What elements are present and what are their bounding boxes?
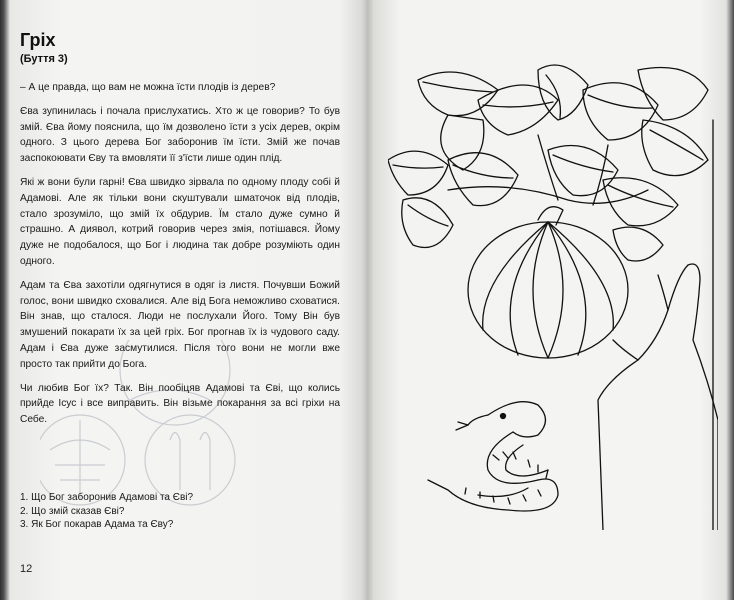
left-page	[0, 0, 366, 600]
paragraph: Адам та Єва захотіли одягнутися в одяг із листя. Почувши Божий голос, вони швидко сховалися. Але від Бога неможливо сховатися. Він знав, що сталося. Люди не послухали Його. Тому Він був змушений покарати їх за цей гріх. Бог прогнав їх із чудового саду. Адам і Єва дуже засмутилися. Після того вони не могли вже просто так прийти до Бога.	[20, 279, 340, 370]
paragraph: – А це правда, що вам не можна їсти плодів із дерев?	[20, 82, 276, 93]
leaf-icon	[448, 153, 518, 206]
scripture-reference: (Буття 3)	[20, 53, 68, 65]
leaf-icon	[418, 72, 498, 116]
paragraph: Єва зупинилась і почала прислухатись. Хто ж це говорив? То був змій. Єва йому пояснила, що їм дозволено їсти з усіх дерев, окрім одного. З цього дерева Бог заборонив їм їсти. Змій же почав заспокоювати Єву та вмовляти її з'їсти лише один плід.	[20, 105, 340, 165]
question-item: 2. Що змій сказав Єві?	[20, 505, 125, 517]
question-list	[20, 491, 340, 532]
leaf-icon	[613, 227, 663, 261]
leaf-icon	[441, 115, 484, 170]
page-title: Гріх	[20, 30, 56, 50]
snake-icon	[428, 402, 558, 511]
page-number: 12	[20, 563, 33, 575]
paragraph: Які ж вони були гарні! Єва швидко зірвала по одному плоду собі й Адамові. Але як тільки вони скуштували шматочок від плодів, стало зрозуміло, що змій їх обдурив. Їм стало дуже сумно й страшно. А диявол, котрий говорив через змія, потішався. Йому дуже не подобалося, що Бог і людина так добре розуміють один одного.	[20, 176, 340, 267]
fruit-icon	[468, 207, 628, 358]
leaf-icon	[638, 68, 708, 121]
story-text	[20, 80, 340, 436]
question-item: 3. Як Бог покарав Адама та Єву?	[20, 519, 174, 530]
leaf-icon	[538, 65, 588, 120]
leaf-icon	[402, 198, 453, 248]
leaf-icon	[642, 120, 708, 176]
tree-fruit-snake-illustration	[388, 60, 718, 530]
paragraph: Чи любив Бог їх? Так. Він пообіцяв Адамові та Єві, що колись прийде Ісус і все виправить. Він візьме покарання за всі гріхи на Себе.	[20, 382, 340, 426]
question-item: 1. Що Бог заборонив Адамові та Єві?	[20, 492, 194, 503]
right-page	[368, 0, 734, 600]
leaf-icon	[583, 83, 658, 140]
leaf-icon	[388, 151, 448, 195]
